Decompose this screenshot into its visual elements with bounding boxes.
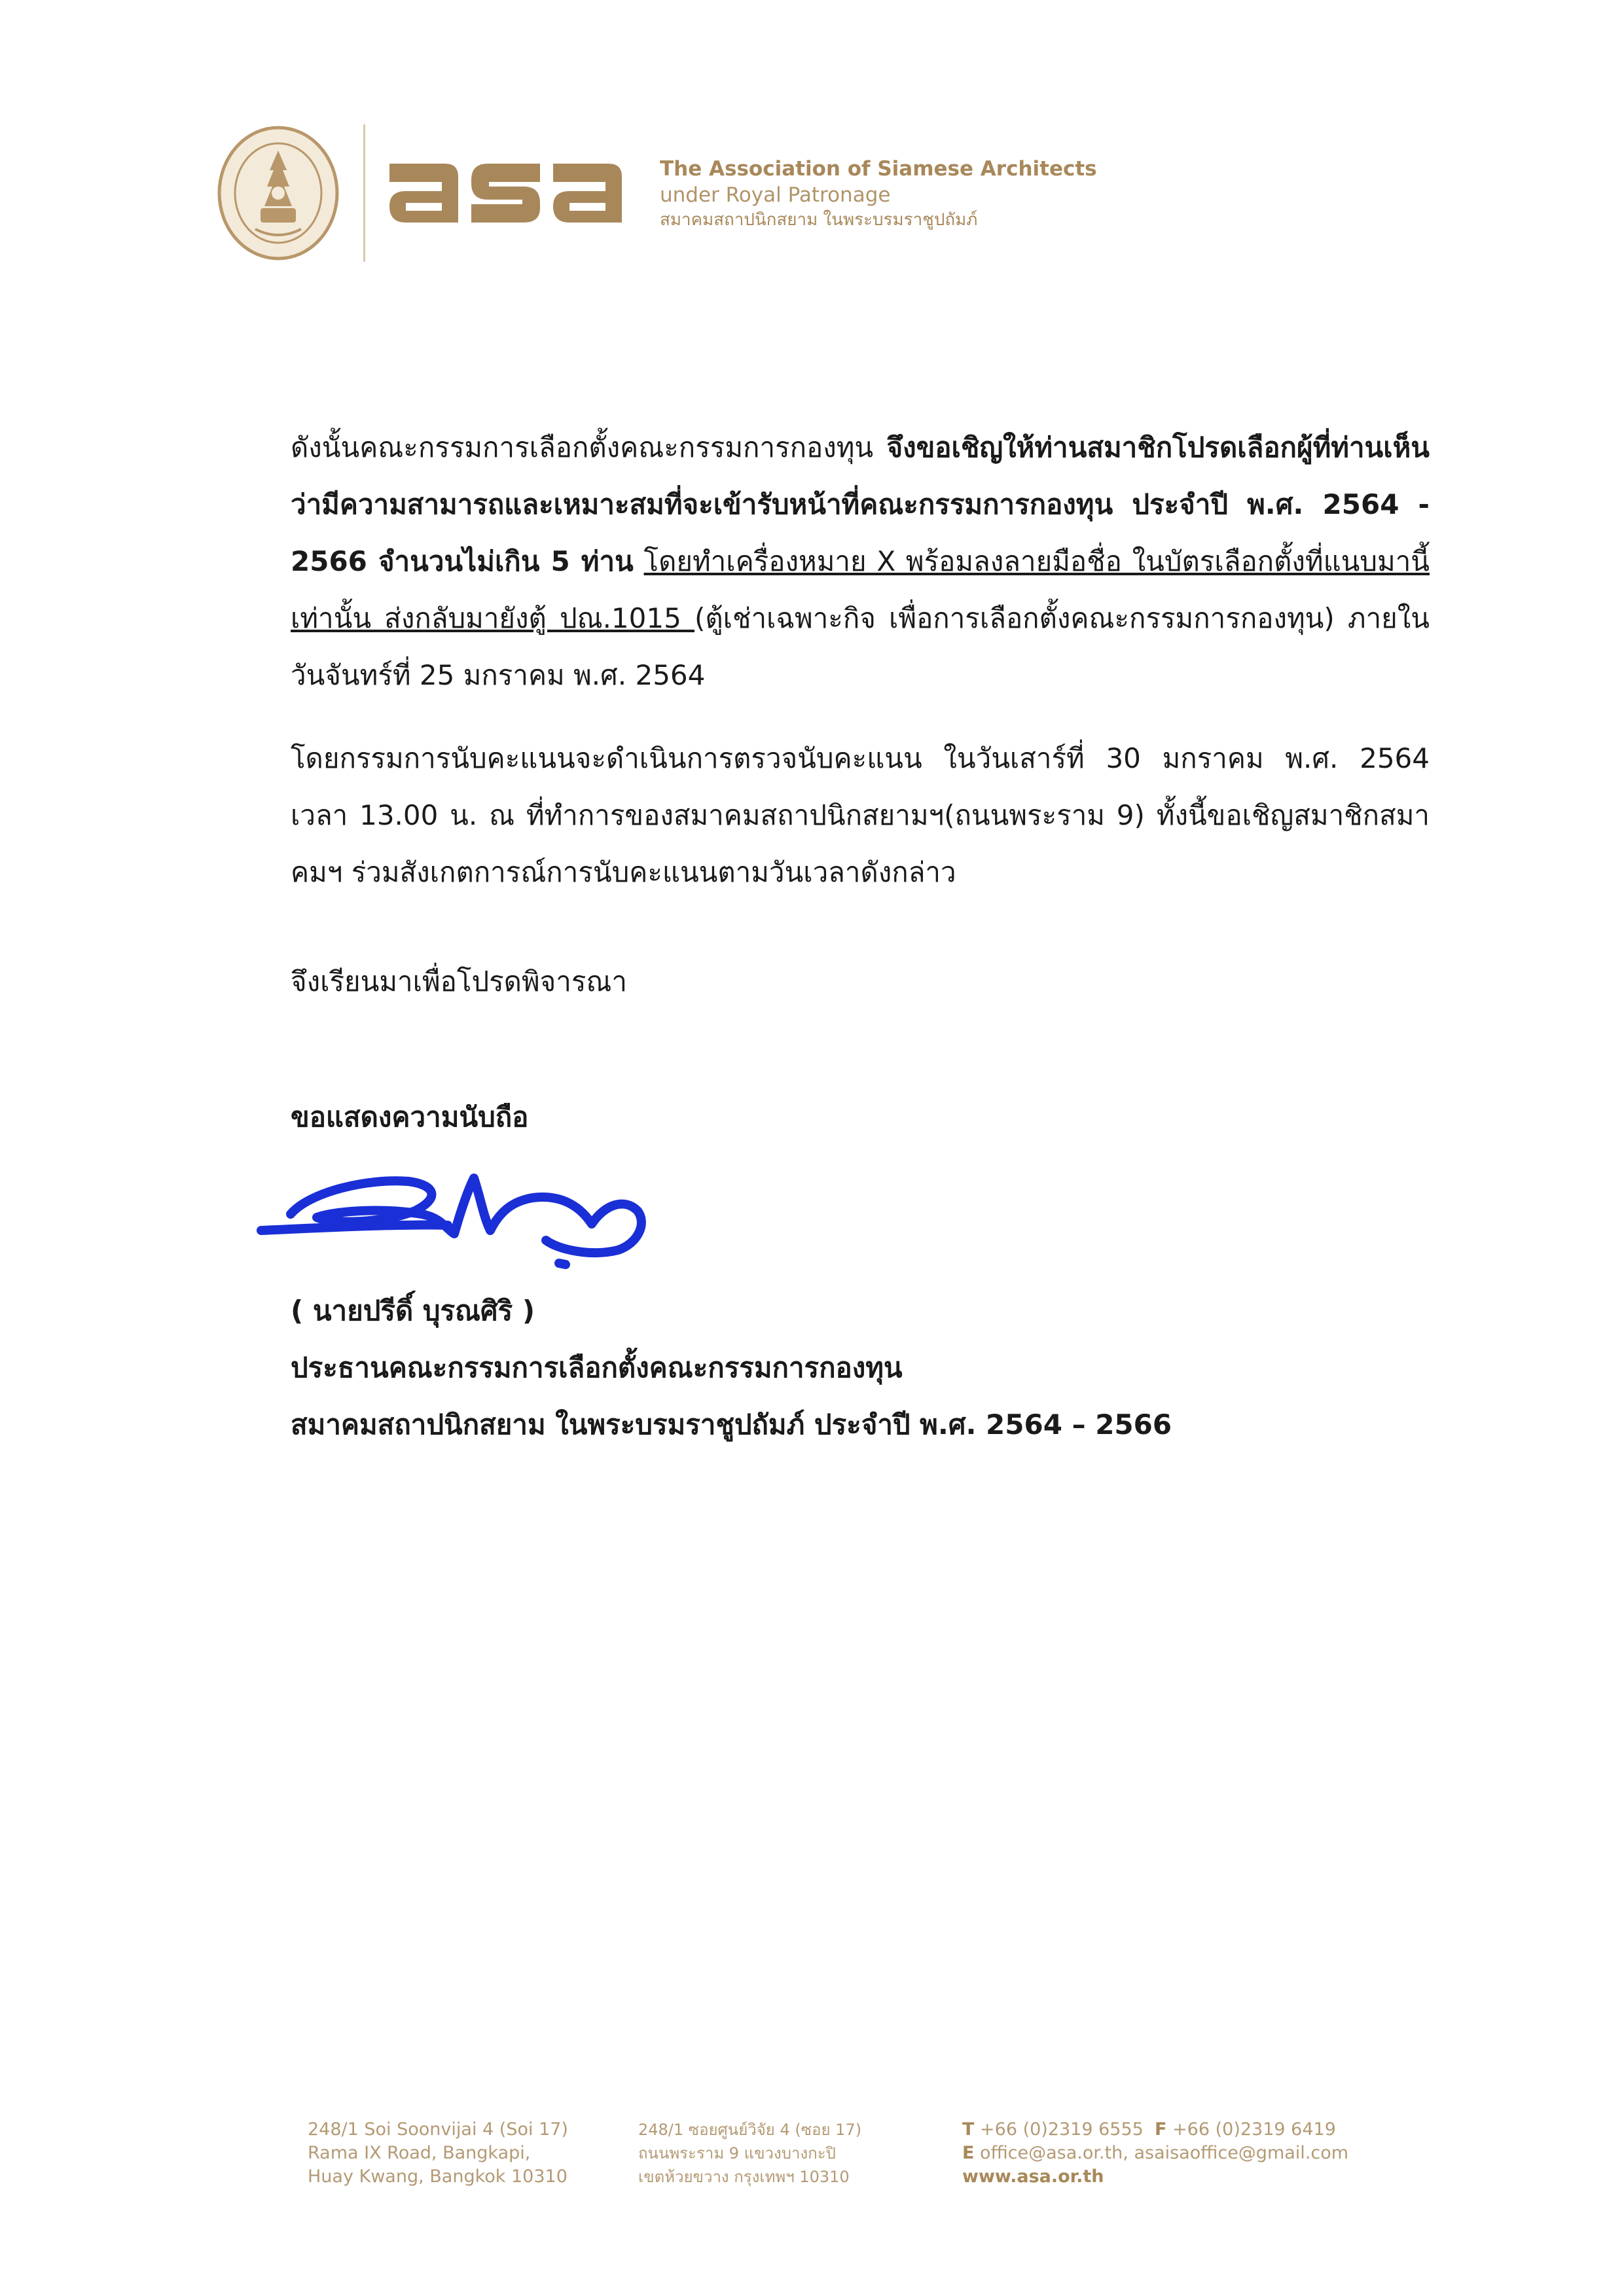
footer-address-th-line: ถนนพระราม 9 แขวงบางกะปิ (638, 2144, 836, 2162)
invitation-underlined: โดยทำเครื่องหมาย X พร้อมลงลายมือชื่อ ในบัตรเลือกตั้งที่แนบมานี้เท่านั้น ส่งกลับมายังตู้ ปณ.1015 (291, 545, 1430, 634)
signer-title: ประธานคณะกรรมการเลือกตั้งคณะกรรมการกองทุน (291, 1352, 903, 1384)
letterhead (216, 118, 1132, 268)
association-name-th: สมาคมสถาปนิกสยาม ในพระบรมราชูปถัมภ์ (660, 210, 978, 230)
invitation-intro: ดังนั้นคณะกรรมการเลือกตั้งคณะกรรมการกองทุน (291, 431, 887, 463)
phone-number: +66 (0)2319 6555 (980, 2119, 1144, 2140)
asa-seal-logo (216, 124, 340, 262)
footer-address-th-line: 248/1 ซอยศูนย์วิจัย 4 (ซอย 17) (638, 2121, 862, 2139)
footer-address-en-line: 248/1 Soi Soonvijai 4 (Soi 17) (308, 2119, 568, 2140)
footer-address-en-line: Huay Kwang, Bangkok 10310 (308, 2166, 568, 2187)
email-address: office@asa.or.th, asaisaoffice@gmail.com (980, 2143, 1349, 2163)
invitation-bold: จึงขอเชิญให้ท่านสมาชิกโปรดเลือกผู้ที่ท่านเห็นว่ามีความสามารถและเหมาะสมที่จะเข้ารับหน้าที่คณะกรรมการกองทุน ประจำปี พ.ศ. 2564 - 2566 จำนวนไม่เกิน 5 ท่าน (291, 431, 1430, 577)
footer-phone-fax (962, 2118, 1348, 2142)
asa-wordmark-logo (383, 151, 632, 236)
fax-number: +66 (0)2319 6419 (1172, 2119, 1336, 2140)
letterhead-footer (308, 2118, 1420, 2197)
footer-website: www.asa.or.th (962, 2166, 1104, 2187)
letter-body (291, 419, 1430, 1453)
fax-label: F (1155, 2119, 1167, 2140)
footer-contact (962, 2118, 1348, 2189)
footer-address-en-line: Rama IX Road, Bangkapi, (308, 2143, 531, 2163)
paragraph-counting: โดยกรรมการนับคะแนนจะดำเนินการตรวจนับคะแนน ในวันเสาร์ที่ 30 มกราคม พ.ศ. 2564 เวลา 13.00 น. ณ ที่ทำการของสมาคมสถาปนิกสยามฯ(ถนนพระราม 9) ทั้งนี้ขอเชิญสมาชิกสมาคมฯ ร่วมสังเกตการณ์การนับคะแนนตามวันเวลาดังกล่าว (291, 742, 1430, 888)
closing-line: จึงเรียนมาเพื่อโปรดพิจารณา (291, 965, 627, 997)
email-label: E (962, 2143, 975, 2163)
signer-organization: สมาคมสถาปนิกสยาม ในพระบรมราชูปถัมภ์ ประจำปี พ.ศ. 2564 – 2566 (291, 1408, 1172, 1441)
footer-address-en (308, 2118, 568, 2189)
signer-name: ( นายปรีดิ์ บุรณศิริ ) (291, 1295, 535, 1327)
invitation-deadline: (ตู้เช่าเฉพาะกิจ เพื่อการเลือกตั้งคณะกรรมการกองทุน) ภายในวันจันทร์ที่ 25 มกราคม พ.ศ. 2564 (291, 602, 1430, 691)
association-name-en: The Association of Siamese Architects (660, 157, 1097, 181)
footer-address-th-line: เขตห้วยขวาง กรุงเทพฯ 10310 (638, 2168, 850, 2186)
handwritten-signature (251, 1152, 657, 1276)
regards-line: ขอแสดงความนับถือ (291, 1101, 529, 1133)
paragraph-invitation (291, 419, 1430, 704)
signer-block (291, 1282, 1430, 1453)
footer-email (962, 2142, 1348, 2165)
footer-address-th (638, 2118, 861, 2189)
letterhead-divider (363, 124, 365, 262)
phone-label: T (962, 2119, 975, 2140)
association-name-block (660, 156, 1118, 232)
association-patronage-en: under Royal Patronage (660, 183, 891, 207)
